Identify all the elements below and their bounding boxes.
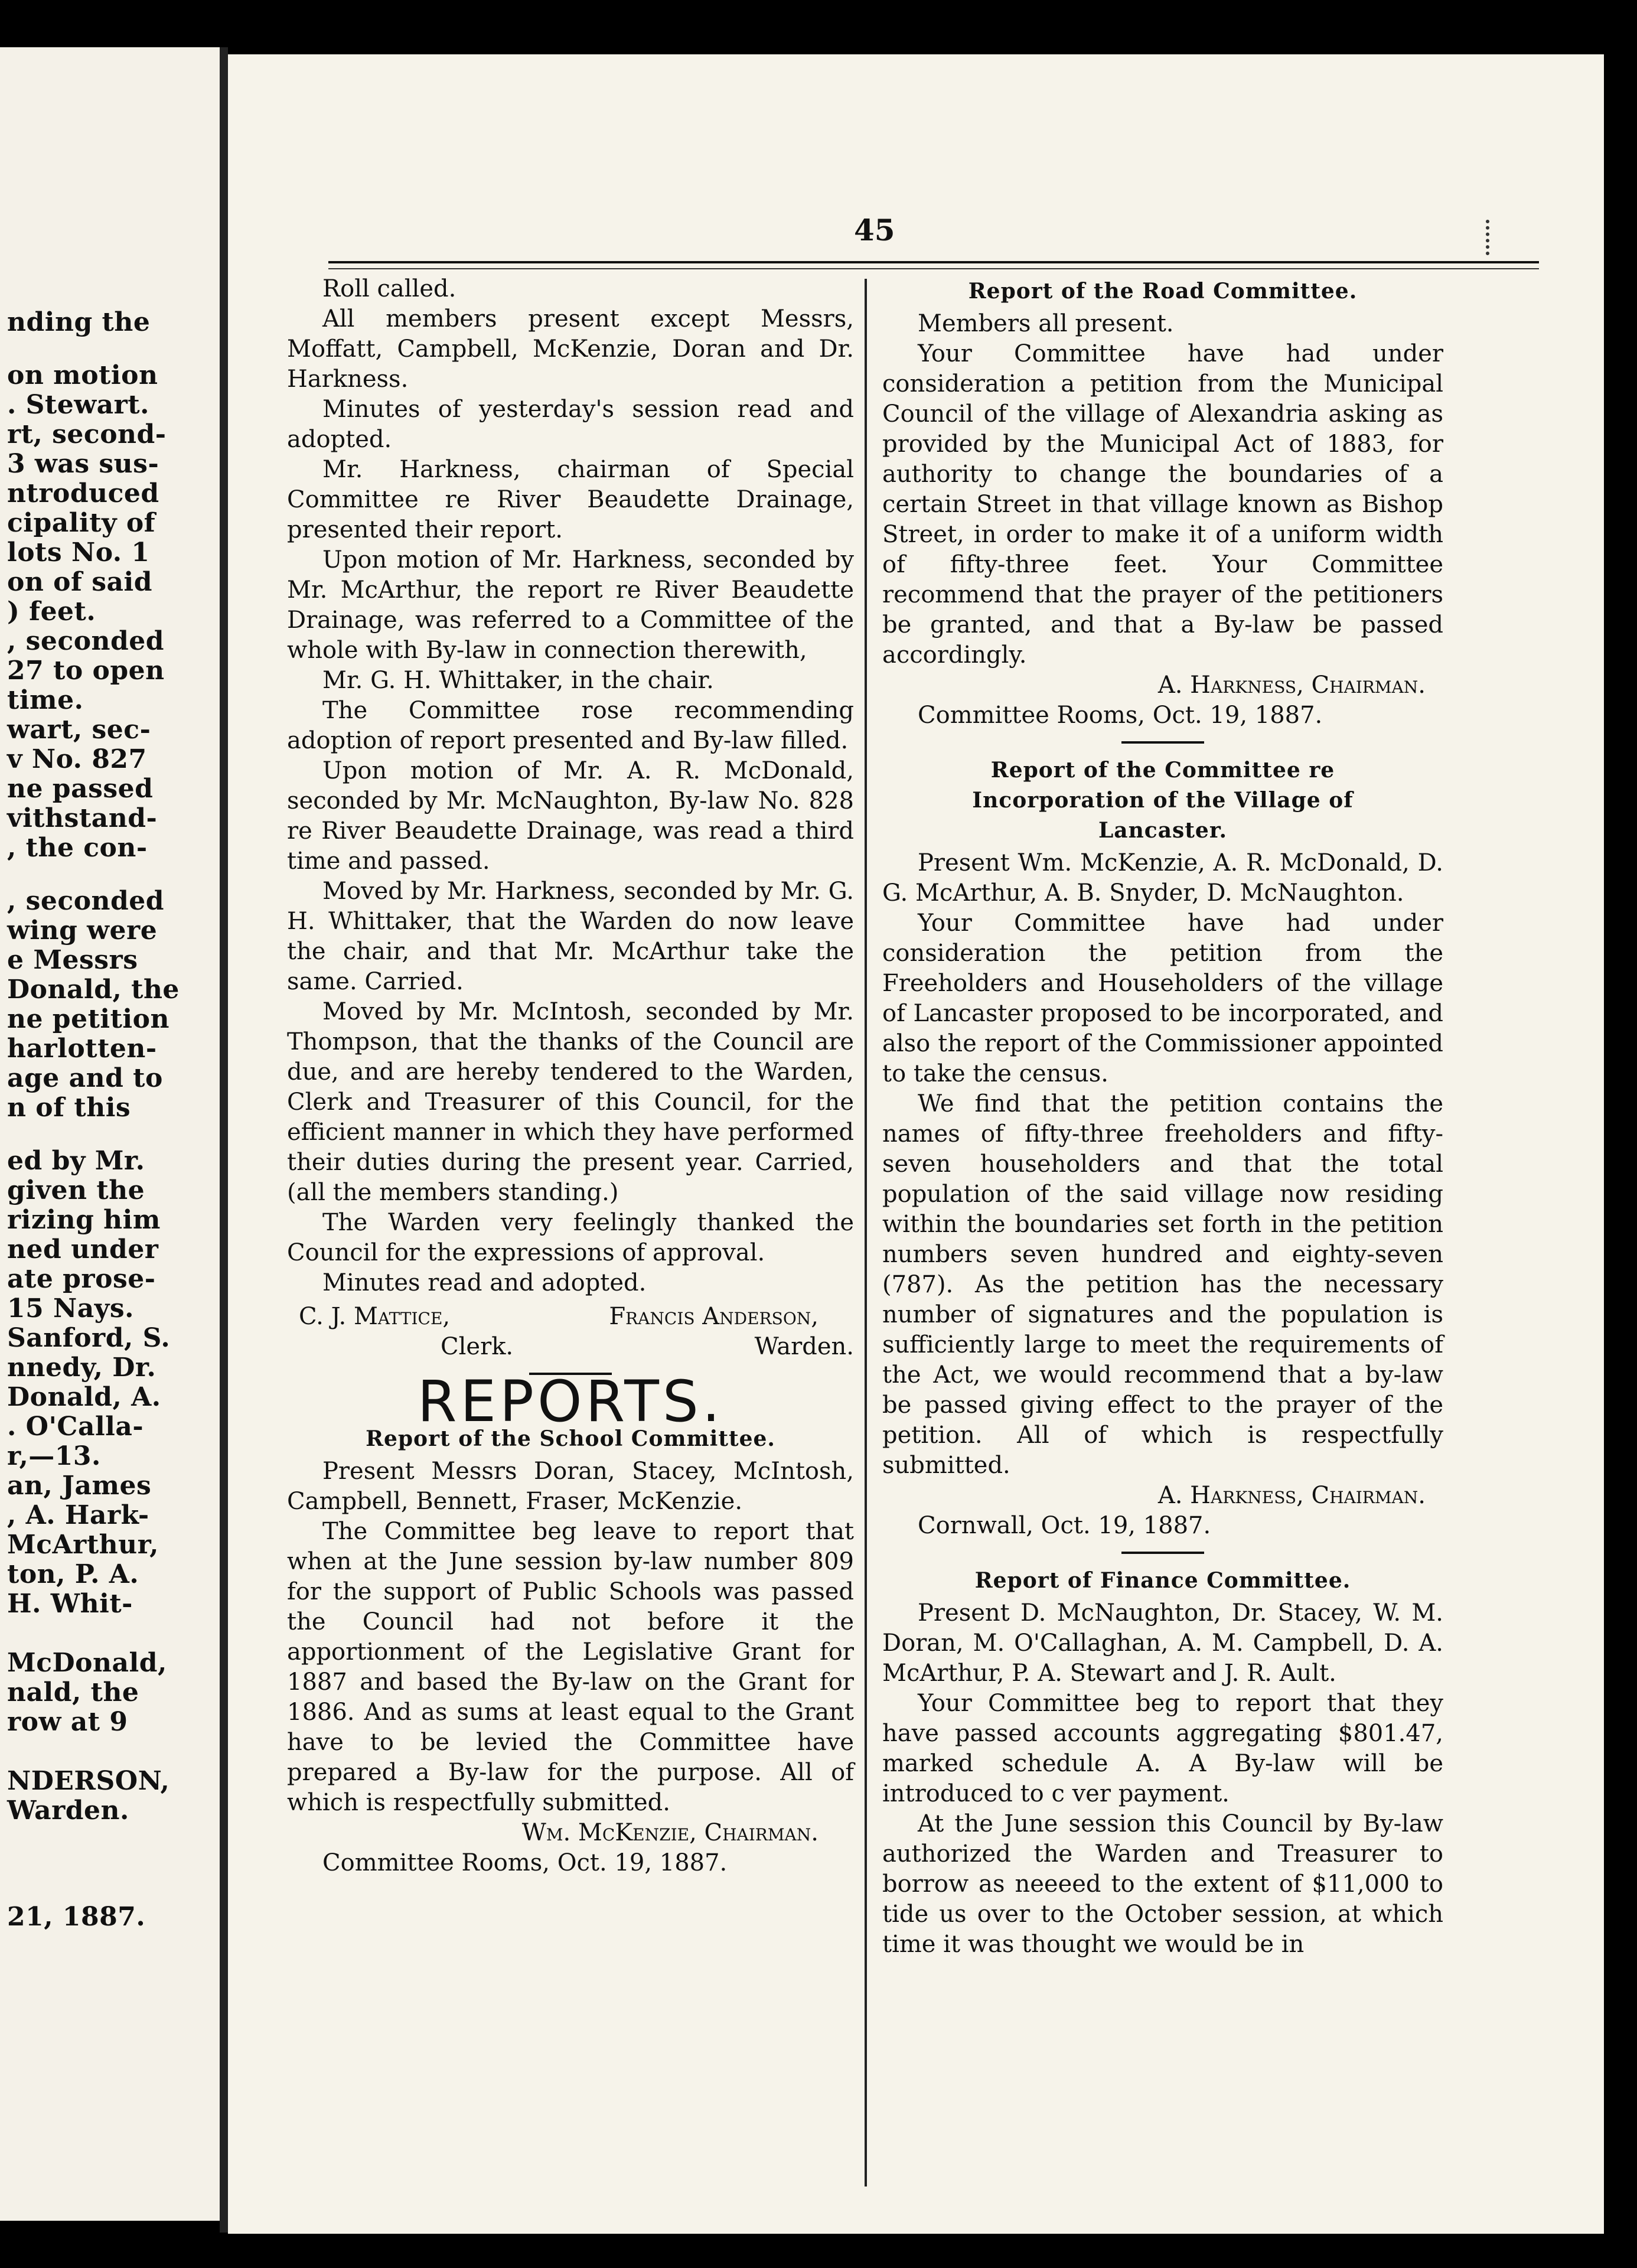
left-page-line: e Messrs: [7, 945, 138, 975]
left-page-fragment: [0, 47, 220, 2221]
left-page-line: 15 Nays.: [7, 1293, 134, 1324]
left-page-line: ed by Mr.: [7, 1146, 145, 1176]
paragraph-school-present: Present Messrs Doran, Stacey, McIntosh, Campbell, Bennett, Fraser, McKenzie.: [287, 1458, 854, 1515]
reports-title: REPORTS.: [417, 1368, 724, 1435]
left-page-line: . Stewart.: [7, 390, 149, 420]
left-page-line: r,—13.: [7, 1441, 101, 1471]
left-page-line: . O'Calla-: [7, 1412, 144, 1442]
paragraph-school-report: The Committee beg leave to report that when at the June session by-law number 809 for the support of Public Schools was passed the Council had not before it the apportionment of the Legislative Grant for 1887 and based the By-law on the Grant for 1886. And as sums at least equal to the Grant have to be levied the Committee have prepared a By-law for the purpose. All of which is respectfully submitted.: [287, 1518, 854, 1816]
left-page-line: McDonald,: [7, 1648, 167, 1678]
left-page-line: Sanford, S.: [7, 1323, 171, 1353]
header-rule-thin: [328, 268, 1539, 269]
left-page-line: given the: [7, 1175, 145, 1205]
paragraph-committee-rose: The Committee rose recommending adoption of report presented and By-law filled.: [287, 697, 854, 754]
paragraph-bylaw-828: Upon motion of Mr. A. R. McDonald, seconded by Mr. McNaughton, By-law No. 828 re River Beaudette Drainage, was read a third time and passed.: [287, 757, 854, 875]
left-page-line: Donald, the: [7, 975, 180, 1005]
clerk-title: Clerk.: [441, 1333, 514, 1360]
column-divider: [865, 279, 867, 2186]
left-page-line: harlotten-: [7, 1034, 157, 1064]
left-page-line: age and to: [7, 1063, 163, 1093]
lancaster-signature: A. Harkness, Chairman.: [1157, 1482, 1426, 1509]
right-column: [882, 274, 1443, 1960]
paragraph-motion-referred: Upon motion of Mr. Harkness, seconded by Mr. McArthur, the report re River Beaudette Drainage, was referred to a Committee of the whole with By-law in connection therewith,: [287, 546, 854, 664]
left-page-line: ne petition: [7, 1004, 169, 1034]
road-committee-heading: Report of the Road Committee.: [968, 279, 1358, 304]
left-page-line: vithstand-: [7, 803, 158, 833]
left-page-line: ate prose-: [7, 1264, 156, 1294]
school-signature: Wm. McKenzie, Chairman.: [521, 1819, 819, 1846]
signature-block: [287, 1302, 854, 1362]
left-page-line: lots No. 1: [7, 537, 150, 568]
header-rule: [328, 261, 1539, 263]
left-page-line: rizing him: [7, 1205, 161, 1235]
left-page-line: nald, the: [7, 1677, 139, 1707]
left-page-line: row at 9: [7, 1707, 128, 1737]
page-speck-mark: [1486, 220, 1494, 255]
paragraph-warden-leave-chair: Moved by Mr. Harkness, seconded by Mr. G. H. Whittaker, that the Warden do now leave the chair, and that Mr. McArthur take the same. Carried.: [287, 878, 854, 995]
left-page-line: ton, P. A.: [7, 1559, 139, 1589]
clerk-name: C. J. Mattice,: [299, 1303, 451, 1330]
lancaster-committee-heading: Report of the Committee re Incorporation of the Village of Lancaster.: [972, 758, 1354, 843]
paragraph-finance-accounts: Your Committee beg to report that they have passed accounts aggregating $801.47, marked schedule A. A By-law will be introduced to c ver payment.: [882, 1690, 1443, 1807]
paragraph-road-report: Your Committee have had under consideration a petition from the Municipal Council of the village of Alexandria asking as provided by the Municipal Act of 1883, for authority to change the boundaries of a certain Street in that village known as Bishop Street, in order to make it of a uniform width of fifty-three feet. Your Committee recommend that the prayer of the petitioners be granted, and that a By-law be passed accordingly.: [882, 340, 1443, 669]
clerk-signature: [299, 1302, 513, 1362]
paragraph-lancaster-present: Present Wm. McKenzie, A. R. McDonald, D. G. McArthur, A. B. Snyder, D. McNaughton.: [882, 849, 1443, 907]
lancaster-date: Cornwall, Oct. 19, 1887.: [918, 1512, 1211, 1539]
left-page-line: wing were: [7, 915, 158, 946]
left-page-line: on motion: [7, 360, 158, 390]
left-page-line: 21, 1887.: [7, 1902, 146, 1932]
paragraph-finance-borrow: At the June session this Council by By-law authorized the Warden and Treasurer to borrow as neeeed to the extent of $11,000 to tide us over to the October session, at which time it was thought we would be in: [882, 1810, 1443, 1958]
paragraph-roll-called: Roll called.: [322, 275, 456, 302]
left-page-line: wart, sec-: [7, 715, 151, 745]
road-date: Committee Rooms, Oct. 19, 1887.: [918, 702, 1323, 729]
left-page-line: time.: [7, 685, 84, 715]
left-page-line: Donald, A.: [7, 1382, 161, 1412]
school-committee-heading: Report of the School Committee.: [366, 1426, 775, 1451]
left-page-line: H. Whit-: [7, 1589, 133, 1619]
paragraph-chair: Mr. G. H. Whittaker, in the chair.: [322, 667, 714, 694]
road-signature: A. Harkness, Chairman.: [1157, 672, 1426, 699]
finance-committee-heading: Report of Finance Committee.: [974, 1568, 1351, 1593]
left-page-line: nding the: [7, 307, 151, 337]
left-page-line: v No. 827: [7, 744, 147, 774]
left-page-line: ne passed: [7, 774, 154, 804]
paragraph-finance-present: Present D. McNaughton, Dr. Stacey, W. M. Doran, M. O'Callaghan, A. M. Campbell, D. A. McArthur, P. A. Stewart and J. R. Ault.: [882, 1599, 1443, 1687]
paragraph-members-present: All members present except Messrs, Moffatt, Campbell, McKenzie, Doran and Dr. Harkness.: [287, 305, 854, 393]
warden-name: Francis Anderson,: [609, 1303, 819, 1330]
section-rule: [1121, 741, 1204, 744]
left-page-line: , seconded: [7, 626, 165, 656]
left-page-line: n of this: [7, 1093, 131, 1123]
main-page: [228, 54, 1604, 2234]
left-page-line: 3 was sus-: [7, 449, 159, 479]
left-page-line: cipality of: [7, 508, 156, 538]
left-page-line: NDERSON,: [7, 1766, 170, 1796]
paragraph-minutes-read: Minutes of yesterday's session read and adopted.: [287, 396, 854, 453]
warden-title: Warden.: [754, 1333, 854, 1360]
page-number: 45: [854, 213, 895, 247]
left-page-line: on of said: [7, 567, 153, 597]
school-date: Committee Rooms, Oct. 19, 1887.: [322, 1849, 728, 1876]
left-page-line: McArthur,: [7, 1530, 159, 1560]
left-page-line: ) feet.: [7, 597, 96, 627]
paragraph-warden-thanked: The Warden very feelingly thanked the Council for the expressions of approval.: [287, 1209, 854, 1266]
left-page-line: , seconded: [7, 886, 165, 916]
paragraph-road-present: Members all present.: [918, 310, 1174, 337]
paragraph-minutes-adopted: Minutes read and adopted.: [322, 1269, 647, 1296]
paragraph-lancaster-findings: We find that the petition contains the names of fifty-three freeholders and fifty-seven householders and that the total population of the said village now residing within the boundaries set forth in the petition numbers seven hundred and eighty-seven (787). As the petition has the necessary number of signatures and the population is sufficiently large to meet the requirements of the Act, we would recommend that a by-law be passed giving effect to the prayer of the petition. All of which is respectfully submitted.: [882, 1090, 1443, 1479]
left-page-line: 27 to open: [7, 656, 165, 686]
left-page-line: Warden.: [7, 1795, 129, 1826]
left-page-line: ned under: [7, 1234, 159, 1265]
section-rule: [1121, 1552, 1204, 1554]
paragraph-lancaster-consideration: Your Committee have had under consideration the petition from the Freeholders and Householders of the village of Lancaster proposed to be incorporated, and also the report of the Commissioner appointed to take the census.: [882, 910, 1443, 1087]
left-page-line: ntroduced: [7, 478, 159, 509]
left-page-line: , A. Hark-: [7, 1500, 149, 1530]
left-column: [287, 274, 854, 1878]
paragraph-harkness-report: Mr. Harkness, chairman of Special Committee re River Beaudette Drainage, presented their report.: [287, 456, 854, 543]
left-page-line: nnedy, Dr.: [7, 1353, 156, 1383]
paragraph-vote-of-thanks: Moved by Mr. McIntosh, seconded by Mr. Thompson, that the thanks of the Council are due, and are hereby tendered to the Warden, Clerk and Treasurer of this Council, for the efficient manner in which they have performed their duties during the present year. Carried, (all the members standing.): [287, 998, 854, 1206]
left-page-line: an, James: [7, 1471, 152, 1501]
left-page-line: , the con-: [7, 833, 148, 863]
warden-signature: [609, 1302, 854, 1362]
book-spine: [220, 47, 228, 2233]
left-page-line: rt, second-: [7, 419, 167, 449]
